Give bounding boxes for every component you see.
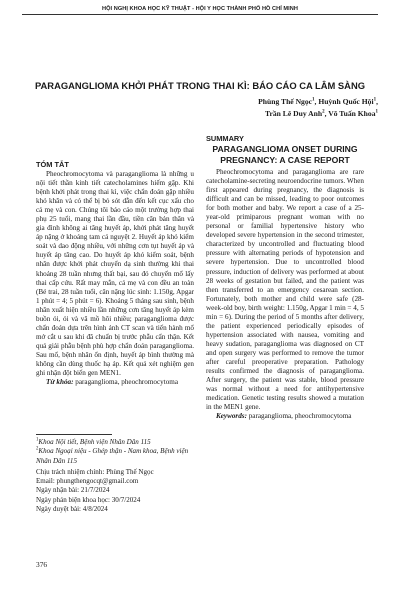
footnote-divider [36, 434, 112, 435]
summary-title: PARAGANGLIOMA ONSET DURING PREGNANCY: A CASE REPORT [212, 144, 358, 165]
author-email: Email: phungthengocqt@gmail.com [36, 477, 139, 486]
abstract-body: Pheochromocytoma và paraganglioma là những u nội tiết thần kinh tiết catecholamines hiếm gặp. Khi bệnh khởi phát trong thai kì, việc chẩn đoán gặp nhiều khó khăn và có thể bị bỏ sót dẫn đến kết cục xấu cho cả mẹ và con. Chúng tôi báo cáo một trường hợp thai phụ 25 tuổi, mang thai lần đầu, tiền căn bản thân và gia đình không ai tăng huyết áp, khởi phát tăng huyết áp nặng ở khoảng tam cá nguyệt 2. Huyết áp khó kiểm soát và dao động nhiều, với những cơn tụt huyết áp và huyết áp tăng cao. Do huyết áp khó kiểm soát, bệnh nhân được khởi phát chuyển dạ sinh thường khi thai khoảng 28 tuần nhưng thất bại, sau đó chuyển mổ lấy thai cấp cứu. Rất may mắn, cả mẹ và con đều an toàn (Bé trai, 28 tuần tuổi, cân nặng lúc sinh: 1.150g, Apgar 1 phút = 4; 5 phút = 6). Khoảng 5 tháng sau sinh, bệnh nhân xuất hiện nhiều lần những cơn tăng huyết áp kèm buồn ói, ói và vã mồ hôi nhiều; paraganglioma được chẩn đoán dựa trên hình ảnh CT scan và tiến hành mổ mở cắt u sau khi đã chuẩn bị trước phẫu cẩn thận. Kết quả giải phẫu bệnh phù hợp chẩn đoán paraganglioma. Sau mổ, bệnh nhân ổn định, huyết áp bình thường mà không cần dùng thuốc hạ áp. Kết quả xét nghiệm gen ghi nhận đột biến gen MEN1. [36, 170, 194, 378]
conference-header: HỘI NGHỊ KHOA HỌC KỸ THUẬT - HỘI Y HỌC THÀNH PHỐ HỒ CHÍ MINH [102, 6, 298, 12]
author-list [158, 96, 378, 119]
responsible-author: Chịu trách nhiệm chính: Phùng Thế Ngọc [36, 467, 154, 476]
summary-keywords-value: paraganglioma, pheochromocytoma [246, 412, 352, 421]
summary-body: Pheochromocytoma and paraganglioma are rare catecholamine-secreting neuroendocrine tumors. When first appeared during pregnancy, the diagnosis is difficult and can be missed, leading to poor outcomes for both mother and baby. We report a case of a 25-year-old primiparous pregnant woman with no personal or familial hypertensive history who developed severe hypertension in the second trimester, characterized by uncontrolled and fluctuating blood pressure with alternating periods of hypotension and severe hypertension. Due to uncontrolled blood pressure, induction of delivery was performed at about 28 weeks of gestation but failed, and the patient was then transferred to an emergency cesarean section. Fortunately, both mother and child were safe (28-week-old boy, birth weight: 1.150g, Apgar 1 min = 4, 5 min = 6). During the period of 5 months after delivery, the patient experienced periodically episodes of hypertension associated with nausea, vomiting and heavy sudation, paraganglioma was diagnosed on CT and open surgery was performed to remove the tumor after careful preoperative preparation. Pathology results confirmed the diagnosis of paraganglioma. After surgery, the patient was stable, blood pressure was normal without a need for antihypertensive medication. Genetic testing results showed a mutation in the MEN1 gene. [206, 168, 364, 412]
footnote-1: $^1$Khoa Nội tiết, Bệnh viện Nhân Dân 115 [36, 437, 151, 446]
keywords-line [36, 378, 194, 387]
summary-keywords-line [206, 412, 364, 421]
author-line-1: Phùng Thế Ngọc$^1$, Huỳnh Quốc Hội$^1$, [258, 97, 378, 106]
date-accepted: Ngày duyệt bài: 4/8/2024 [36, 505, 108, 514]
author-line-2: Trần Lê Duy Anh$^2$, Võ Tuấn Khoa$^1$ [265, 108, 378, 118]
vietnamese-abstract [36, 160, 194, 387]
summary-heading: SUMMARY [206, 134, 244, 143]
date-received: Ngày nhận bài: 21/7/2024 [36, 486, 110, 495]
abstract-heading: TÓM TẮT [36, 160, 69, 169]
keywords-value: paraganglioma, pheochromocytoma [73, 378, 178, 387]
summary-keywords-label: Keywords: [216, 412, 247, 421]
date-reviewed: Ngày phản biện khoa học: 30/7/2024 [36, 495, 141, 504]
keywords-label: Từ khóa: [46, 378, 74, 387]
page-number: 376 [36, 560, 48, 569]
footnotes [36, 438, 196, 514]
footnote-2: $^2$Khoa Ngoại niệu - Ghép thận - Nam khoa, Bệnh viện Nhân Dân 115 [36, 446, 189, 465]
article-title: PARAGANGLIOMA KHỞI PHÁT TRONG THAI KÌ: BÁO CÁO CA LÂM SÀNG [34, 80, 366, 91]
english-summary [206, 134, 364, 421]
header-divider [22, 14, 378, 15]
